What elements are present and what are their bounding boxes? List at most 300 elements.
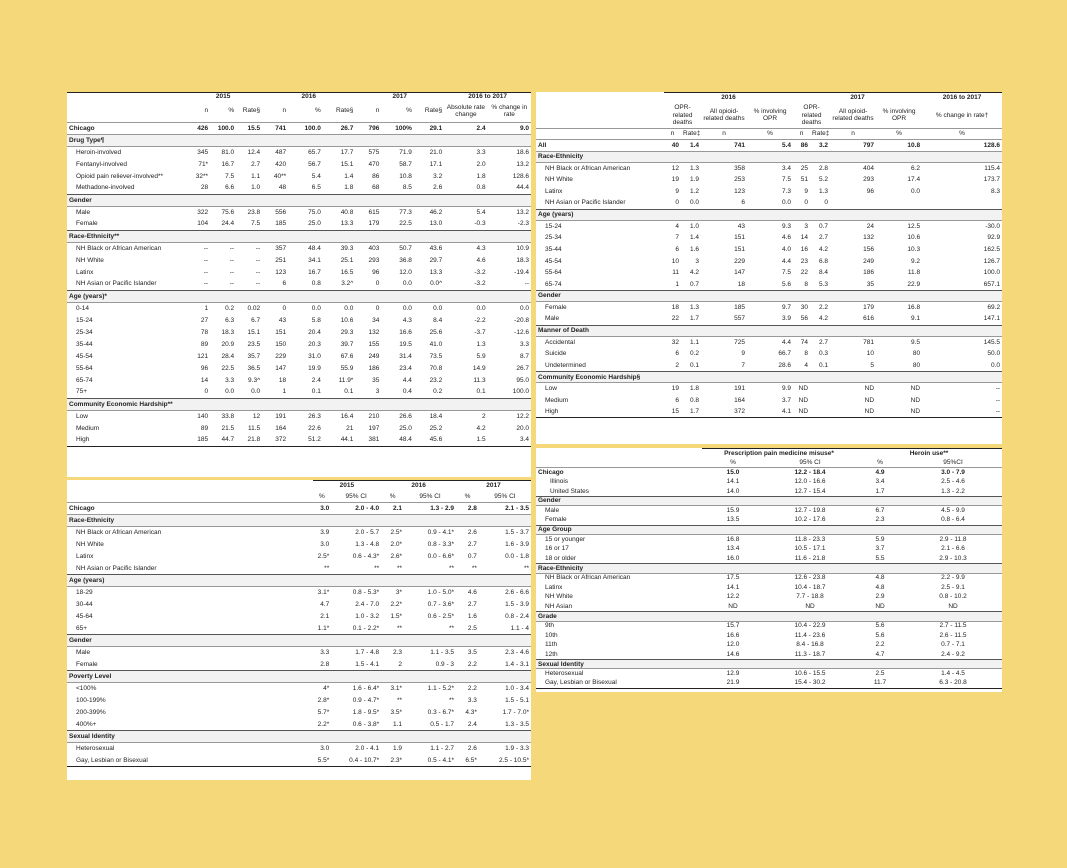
table-cell: 9 — [675, 188, 679, 196]
table-row — [536, 621, 1002, 631]
subheader: % — [747, 129, 793, 140]
table-row — [536, 583, 1002, 593]
table-cell: 16.0 — [726, 554, 740, 562]
table-cell: 1.4 — [689, 234, 699, 242]
table-cell: 19 — [671, 385, 679, 393]
table-cell: 7 — [675, 234, 679, 242]
table-cell: 14 — [200, 376, 209, 384]
table-cell: 1.6 — [689, 246, 699, 253]
section-header-row — [67, 635, 531, 647]
table-cell: 0.9 - 3 — [435, 660, 455, 668]
table-cell: 11.3 — [473, 376, 486, 384]
table-cell: 132 — [368, 328, 380, 336]
table-cell: 1.3 - 4.8 — [355, 540, 380, 548]
table-cell: 9.0 — [488, 122, 531, 134]
table-cell: 725 — [734, 339, 745, 346]
subheader: % change in rate — [488, 100, 531, 122]
table-cell: 1.3 — [818, 188, 829, 196]
table-cell: 4.0 — [781, 246, 792, 253]
table-cell: 40.8 — [340, 208, 354, 216]
table-cell: 20.9 — [221, 340, 235, 348]
table-cell: 0.8 - 3.3* — [427, 540, 455, 548]
table-cell: 2.7 — [467, 600, 477, 608]
table-cell: 25 — [800, 165, 809, 173]
table-cell: -- — [255, 244, 261, 252]
table-cell: 16.8 — [907, 304, 921, 312]
table-cell: 0.5 - 4.1* — [404, 755, 456, 767]
table-cell: 0 — [804, 199, 809, 207]
table-cell: 4.2 — [818, 246, 829, 253]
table-cell: 22 — [671, 315, 679, 323]
table-row — [67, 410, 531, 422]
table-cell: 126.7 — [983, 257, 1001, 265]
table-cell: ** — [396, 696, 403, 704]
table-row — [536, 232, 1002, 244]
table-cell: 6 — [282, 280, 287, 288]
table-overdose-deaths — [67, 92, 531, 447]
table-cell: 293 — [863, 176, 875, 184]
table-cell: 71* — [198, 160, 209, 168]
table-cell: 26.7 — [323, 122, 356, 134]
row-label: Gay, Lesbian or Bisexual — [67, 755, 313, 767]
table-cell: 6.7 — [251, 316, 261, 324]
table-cell: 15.0 — [726, 468, 740, 476]
table-cell: 1.9 — [689, 176, 699, 184]
table-cell: 2.5 - 4.6 — [941, 478, 965, 486]
table-cell: -- — [995, 396, 1001, 404]
row-label: 45-54 — [545, 257, 562, 265]
table-cell: 10.5 - 17.1 — [794, 545, 826, 553]
section-label: Race-Ethnicity** — [67, 230, 531, 242]
table-cell: 19.5 — [399, 340, 412, 348]
panel-overdose-deaths-by-year — [67, 92, 531, 477]
subheader: 95% CI — [404, 491, 456, 503]
section-header-row — [67, 290, 531, 302]
table-cell: 0.0 — [311, 304, 321, 312]
table-cell: 345 — [197, 148, 209, 156]
table-cell: 0.3 — [818, 350, 829, 358]
table-cell: ND — [793, 406, 810, 418]
table-cell: 781 — [863, 339, 875, 346]
subheader: Rate§ — [414, 100, 444, 122]
table-cell: 2.0 - 5.7 — [355, 529, 380, 537]
table-cell: 4.4 — [781, 257, 792, 265]
table-cell: 249 — [368, 352, 380, 360]
table-cell: -20.8 — [514, 316, 529, 324]
table-row — [536, 244, 1002, 256]
table-cell: 2.1 — [381, 503, 404, 515]
table-cell: -- — [255, 268, 261, 276]
table-cell: 253 — [734, 176, 745, 184]
table-cell: 2.8 — [456, 503, 479, 515]
table-cell: 3 — [804, 223, 809, 231]
table-cell: 2.7 - 11.5 — [939, 622, 967, 630]
table-cell: 3.0 — [320, 745, 330, 753]
table-cell: 0.1 — [818, 361, 829, 369]
table-row — [67, 683, 531, 695]
table-cell: 66.7 — [778, 350, 792, 358]
table-cell: 3.2 — [810, 140, 830, 152]
table-cell: 358 — [734, 165, 745, 173]
table-cell: 0.1 — [344, 388, 354, 396]
table-cell: ND — [798, 385, 809, 393]
table-cell: 0.0 — [433, 304, 443, 312]
table-cell: 15.1 — [247, 328, 261, 336]
subheader: n — [184, 100, 210, 122]
table-cell: 115.4 — [984, 165, 1001, 173]
table-cell: 123 — [275, 268, 287, 276]
table-row — [536, 669, 1002, 679]
table-row — [67, 314, 531, 326]
table-cell: 1 — [675, 280, 679, 288]
table-row — [67, 503, 531, 515]
table-cell: 0.0 — [344, 304, 354, 312]
table-cell: 71.9 — [399, 148, 412, 156]
table-cell: 3.1* — [317, 589, 330, 597]
table-cell: 0.7 — [818, 223, 829, 231]
table-cell: 0.8 - 10.2 — [939, 593, 967, 601]
row-label: Undetermined — [545, 361, 586, 369]
table-row — [67, 182, 531, 194]
subheader: Absolute rate change — [444, 100, 487, 122]
row-label: 9th — [545, 622, 555, 630]
table-cell: 1.7 — [689, 315, 699, 323]
section-label: Race-Ethnicity — [536, 151, 1002, 163]
table-cell: 1.1 - 2.7 — [430, 745, 455, 753]
table-cell: 100.0 — [210, 122, 236, 134]
table-cell: 741 — [262, 122, 288, 134]
table-cell: -- — [255, 280, 261, 288]
table-cell: 2.5 - 10.5* — [479, 755, 531, 767]
table-row — [536, 406, 1002, 418]
table-cell: 3 — [375, 388, 380, 396]
table-cell: 1.5* — [390, 612, 403, 620]
table-cell: 2.1 — [320, 612, 330, 620]
table-cell: 1.1 — [689, 339, 699, 346]
table-cell: 18 — [671, 304, 679, 312]
year-header: 2016 to 2017 — [922, 93, 1002, 103]
table-cell: 70.8 — [429, 364, 443, 372]
table-row — [536, 554, 1002, 564]
table-cell: 96 — [372, 268, 380, 276]
table-cell: 12.5 — [907, 223, 921, 231]
row-label: 35-44 — [545, 246, 562, 253]
row-label: 45-54 — [76, 352, 93, 360]
table-cell: 5.6 — [781, 280, 792, 288]
table-cell: 43 — [737, 223, 745, 231]
table-cell: 0.9 - 4.7* — [352, 696, 380, 704]
table-cell: 0.0 — [781, 199, 792, 207]
table-cell: 179 — [368, 220, 380, 228]
subheader: n — [830, 129, 876, 140]
table-row — [67, 206, 531, 218]
table-cell: 1.3 - 2.9 — [404, 503, 456, 515]
table-cell: 1.1 — [251, 172, 261, 180]
table-cell: 2.7 — [251, 160, 261, 168]
table-cell: 86 — [793, 140, 810, 152]
table-row — [67, 659, 531, 671]
table-cell: 2.6 - 6.6 — [505, 589, 529, 597]
table-cell: 39.7 — [340, 340, 354, 348]
table-cell: 16.5 — [340, 268, 354, 276]
table-cell: 28.4 — [221, 352, 235, 360]
row-label: NH Asian or Pacific Islander — [545, 199, 626, 207]
table-cell: 7 — [741, 361, 745, 369]
table-cell: 487 — [275, 148, 287, 156]
table-cell — [810, 395, 830, 407]
table-row — [67, 254, 531, 266]
row-label: Suicide — [545, 350, 567, 358]
table-cell: 11.6 - 21.8 — [794, 554, 826, 562]
table-cell: 2.3 — [392, 649, 403, 657]
table-cell: 14.0 — [726, 487, 740, 495]
table-cell: 9.3^ — [248, 376, 261, 384]
table-cell: 0.6 - 2.5* — [427, 612, 455, 620]
table-cell: 179 — [863, 304, 875, 312]
table-cell: 89 — [200, 424, 209, 432]
table-cell: 36.5 — [247, 364, 261, 372]
table-cell: 9.1 — [911, 315, 921, 323]
table-cell: 0.0^ — [430, 280, 443, 288]
section-header-row — [67, 515, 531, 527]
table-cell: 5.9 — [875, 536, 885, 544]
subheader-row — [67, 491, 531, 503]
table-cell: 10.4 - 18.7 — [794, 583, 826, 591]
row-label: 18 or older — [545, 554, 577, 562]
table-row — [67, 695, 531, 707]
table-row — [536, 592, 1002, 602]
table-cell: 14.1 — [726, 478, 740, 486]
table-cell: 3.2^ — [341, 280, 354, 288]
table-cell: 0.0 - 6.6* — [427, 552, 455, 560]
table-cell: 1.8 — [689, 385, 699, 393]
table-cell: 0.8 — [476, 184, 486, 192]
table-cell: 4.1 — [747, 406, 793, 418]
table-cell: 92.9 — [987, 234, 1001, 242]
table-cell: 17.4 — [907, 176, 921, 184]
panel-youth-substance-use — [536, 448, 1002, 692]
row-label: Female — [545, 516, 567, 524]
table-cell: 19 — [671, 176, 679, 184]
table-cell: 162.5 — [983, 246, 1001, 253]
section-header-row — [67, 731, 531, 743]
row-label: NH Asian or Pacific Islander — [76, 564, 157, 572]
table-cell: 34.1 — [308, 256, 321, 264]
table-cell: 77.3 — [399, 208, 412, 216]
table-row — [536, 302, 1002, 314]
table-cell: ND — [864, 396, 875, 404]
table-cell: 186 — [368, 364, 380, 372]
table-cell: 26.6 — [399, 412, 412, 420]
table-cell: 4.5 - 9.9 — [941, 507, 965, 515]
table-cell: 2.2 — [818, 304, 829, 312]
table-cell: 9.9 — [781, 385, 792, 393]
table-cell: 1.1 — [392, 720, 403, 728]
table-cell: 3.3 — [467, 696, 477, 704]
table-cell: 4.8 — [875, 583, 885, 591]
table-cell: 2.6* — [390, 552, 403, 560]
table-cell: 13.4 — [726, 545, 740, 553]
table-cell: 16.7 — [308, 268, 321, 276]
table-cell: 4.2 — [689, 269, 699, 277]
row-label: Female — [76, 220, 98, 228]
table-cell — [922, 197, 1002, 209]
table-row — [67, 218, 531, 230]
table-cell: 51 — [800, 176, 809, 184]
section-header-row — [536, 496, 1002, 506]
row-label: <100% — [76, 685, 97, 693]
table-cell: -2.3 — [517, 220, 529, 228]
section-label: Age (years)* — [67, 290, 531, 302]
table-cell: 14.1 — [726, 583, 740, 591]
table-cell: 151 — [734, 246, 745, 253]
section-label: Community Economic Hardship§ — [536, 371, 1002, 383]
table-cell: 5.9 — [476, 352, 486, 360]
table-cell: ND — [910, 385, 921, 393]
table-cell: -- — [203, 244, 209, 252]
table-cell: 27 — [200, 316, 209, 324]
table-cell: 2.8 — [818, 165, 829, 173]
row-label: Medium — [76, 424, 100, 432]
panel-opr-related-deaths — [536, 92, 1002, 444]
table-cell: 0.4 — [402, 388, 412, 396]
row-label: Chicago — [67, 503, 313, 515]
row-label: 18-29 — [76, 589, 93, 597]
section-label: Gender — [67, 194, 531, 206]
table-cell: 4 — [675, 223, 679, 231]
section-label: Gender — [536, 496, 1002, 506]
table-cell: 6 — [675, 350, 679, 358]
table-cell: 2.0 — [476, 160, 486, 168]
table-cell: 5 — [870, 361, 875, 369]
table-cell: 104 — [197, 220, 209, 228]
table-cell: 556 — [275, 208, 287, 216]
table-row — [536, 515, 1002, 525]
column-header: Heroin use** — [856, 449, 1002, 459]
section-header-row — [67, 398, 531, 410]
section-header-row — [67, 194, 531, 206]
row-label: All — [536, 140, 664, 152]
table-cell: ** — [396, 564, 403, 572]
table-cell: 3.3 — [519, 340, 529, 348]
table-cell: 1.7 — [875, 487, 885, 495]
row-label: 0-14 — [76, 304, 90, 312]
row-label: Chicago — [67, 122, 184, 134]
table-cell: 186 — [863, 269, 875, 277]
table-cell: 2 — [481, 412, 486, 420]
table-row — [536, 163, 1002, 175]
table-cell: 2.1 - 3.5 — [479, 503, 531, 515]
table-cell: 128.6 — [512, 172, 529, 180]
table-cell: 11.4 - 23.6 — [794, 631, 826, 639]
table-cell: 12.4 — [247, 148, 261, 156]
table-row — [67, 707, 531, 719]
table-cell: 0.7 — [467, 552, 477, 560]
table-cell: 22.9 — [907, 280, 921, 288]
table-cell: 23.4 — [399, 364, 412, 372]
table-cell: 1.5 — [444, 434, 487, 446]
table-cell: 4.4 — [402, 376, 412, 384]
table-cell: 575 — [368, 148, 380, 156]
row-label: 15-24 — [545, 223, 562, 231]
table-cell: ND — [830, 406, 876, 418]
table-cell: 17.7 — [340, 148, 354, 156]
table-cell: 1.0 — [689, 223, 699, 231]
table-cell: 4.3 — [476, 244, 486, 252]
section-header-row — [67, 575, 531, 587]
table-cell: 29.7 — [429, 256, 443, 264]
subheader: n — [664, 129, 681, 140]
subheader-row — [67, 100, 531, 122]
table-cell: -3.7 — [474, 328, 486, 336]
table-cell: 0.0 — [402, 304, 412, 312]
row-label: Latinx — [76, 268, 94, 276]
table-row — [67, 362, 531, 374]
table-cell: 6.7 — [875, 507, 885, 515]
table-cell: 2.5* — [390, 529, 403, 537]
row-label: Female — [76, 660, 98, 668]
table-cell: 17.1 — [429, 160, 443, 168]
table-cell: 11.5 — [247, 424, 261, 432]
row-label: 75+ — [76, 388, 88, 396]
table-cell: 2.8* — [317, 696, 330, 704]
table-cell: 4.7 — [320, 600, 330, 608]
table-cell: 3 — [695, 257, 699, 265]
column-header: OPR-related deaths — [664, 103, 701, 129]
table-cell: 7.5 — [781, 269, 792, 277]
table-cell: 0 — [824, 199, 829, 207]
table-cell: 6.3 - 20.8 — [904, 679, 1002, 689]
table-cell: 2.3 - 4.6 — [505, 649, 529, 657]
table-cell: 11 — [672, 269, 679, 277]
table-row — [536, 640, 1002, 650]
row-label: NH Black or African American — [545, 574, 631, 582]
table-cell: 4.3 — [402, 316, 412, 324]
table-cell: 11.9* — [338, 376, 354, 384]
table-cell: 1.9 — [392, 745, 403, 753]
table-cell: 5.3 — [818, 280, 829, 288]
row-label: 15-24 — [76, 316, 93, 324]
table-cell: 1.3 — [476, 340, 486, 348]
table-cell — [810, 406, 830, 418]
table-cell: 100.0 — [288, 122, 323, 134]
table-cell: 0.4 - 10.7* — [331, 755, 381, 767]
table-row — [67, 266, 531, 278]
table-cell: 23.8 — [247, 208, 261, 216]
table-cell: 22 — [800, 269, 809, 277]
table-cell: 31.4 — [399, 352, 412, 360]
table-cell: 372 — [701, 406, 747, 418]
table-cell: 12.0 — [399, 268, 412, 276]
table-cell: 10.8 — [399, 172, 412, 180]
table-cell: 13.0 — [429, 220, 443, 228]
row-label: 25-34 — [545, 234, 562, 242]
row-label: 30-44 — [76, 600, 93, 608]
table-cell: 12.7 - 19.8 — [794, 507, 826, 515]
subheader: 95% CI — [764, 459, 856, 468]
table-cell: 1.5 - 4.1 — [355, 660, 380, 668]
table-cell: 1.8 — [344, 184, 354, 192]
table-row — [67, 350, 531, 362]
subheader-row — [536, 129, 1002, 140]
table-cell: 1.6 - 3.9 — [505, 540, 529, 548]
table-cell: 1.9 - 3.3 — [505, 745, 529, 753]
table-cell: 44.1 — [323, 434, 356, 446]
table-cell: 48 — [278, 184, 287, 192]
table-cell: 249 — [863, 257, 875, 265]
table-cell: ND — [948, 602, 958, 610]
table-cell: 86 — [372, 172, 380, 180]
